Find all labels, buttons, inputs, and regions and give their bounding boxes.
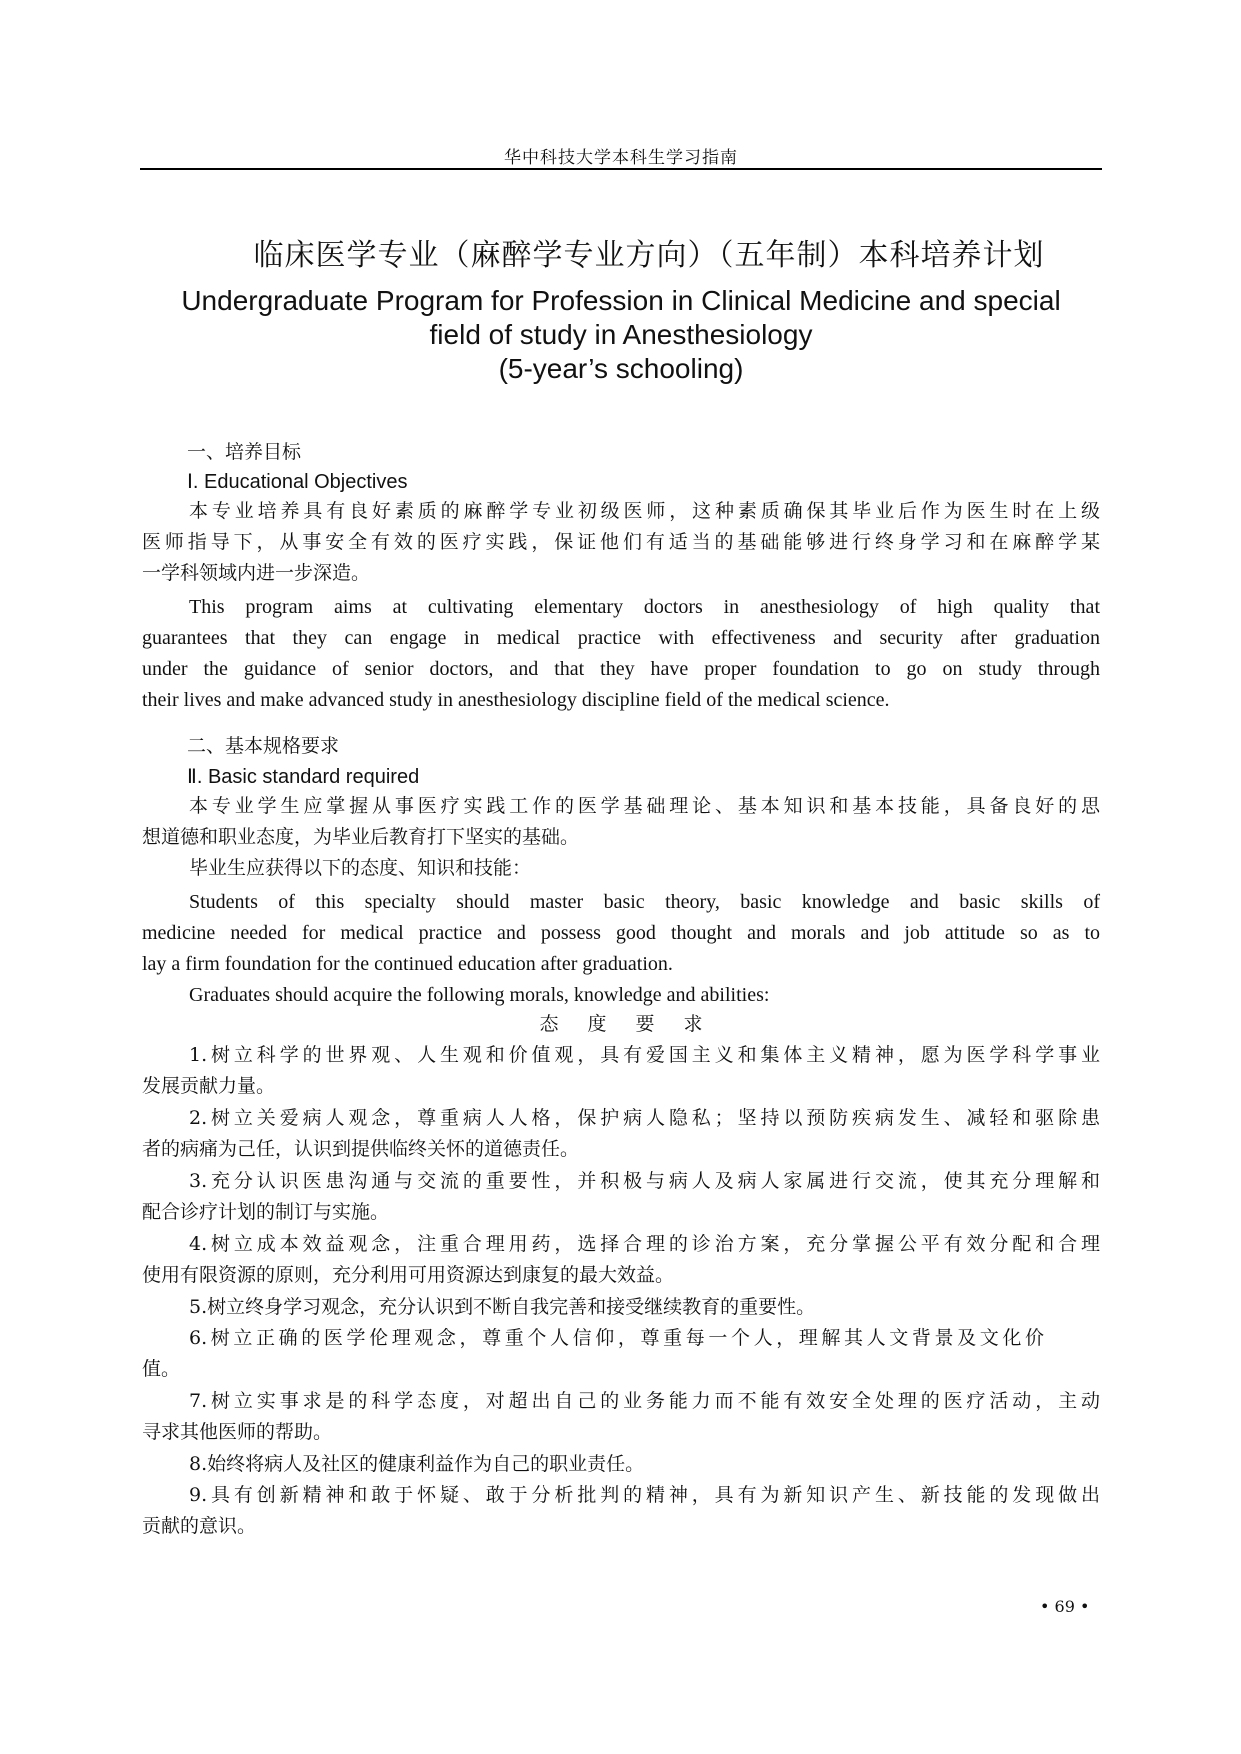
attitude-item: 1.树立科学的世界观、人生观和价值观，具有爱国主义和集体主义精神，愿为医学科学事业 bbox=[189, 1044, 1100, 1066]
attitude-item: 7.树立实事求是的科学态度，对超出自己的业务能力而不能有效安全处理的医疗活动，主动 bbox=[189, 1390, 1100, 1412]
attitude-item: 4.树立成本效益观念，注重合理用药，选择合理的诊治方案，充分掌握公平有效分配和合理 bbox=[189, 1233, 1100, 1255]
attitude-item-continued: 发展贡献力量。 bbox=[142, 1075, 276, 1097]
section1-en-line: their lives and make advanced study in anesthesiology discipline field of the medical science. bbox=[142, 689, 890, 711]
title-chinese: 临床医学专业（麻醉学专业方向）（五年制）本科培养计划 bbox=[253, 238, 1045, 273]
section1-zh-line: 医师指导下，从事安全有效的医疗实践，保证他们有适当的基础能够进行终身学习和在麻醉学某 bbox=[142, 531, 1100, 553]
attitude-item-continued: 配合诊疗计划的制订与实施。 bbox=[142, 1201, 390, 1223]
attitude-item: 9.具有创新精神和敢于怀疑、敢于分析批判的精神，具有为新知识产生、新技能的发现做出 bbox=[189, 1484, 1100, 1506]
section2-en-line: medicine needed for medical practice and possess good thought and morals and job attitude so as to bbox=[142, 922, 1100, 944]
section2-en-line: lay a firm foundation for the continued education after graduation. bbox=[142, 953, 673, 975]
attitude-item: 6.树立正确的医学伦理观念，尊重个人信仰，尊重每一个人，理解其人文背景及文化价 bbox=[189, 1327, 1044, 1349]
section2-heading-zh: 二、基本规格要求 bbox=[187, 735, 340, 757]
section1-zh-line: 本专业培养具有良好素质的麻醉学专业初级医师，这种素质确保其毕业后作为医生时在上级 bbox=[189, 500, 1100, 522]
section2-heading-en: Ⅱ. Basic standard required bbox=[187, 766, 420, 788]
title-english-line-3: (5-year’s schooling) bbox=[498, 353, 744, 384]
running-header: 华中科技大学本科生学习指南 bbox=[504, 148, 738, 168]
title-english-line-2: field of study in Anesthesiology bbox=[429, 319, 813, 350]
attitude-item-continued: 使用有限资源的原则，充分利用可用资源达到康复的最大效益。 bbox=[142, 1264, 675, 1286]
attitude-heading: 态度要求 bbox=[539, 1013, 732, 1035]
section2-en-line: Students of this specialty should master basic theory, basic knowledge and basic skills of bbox=[189, 891, 1100, 913]
attitude-item-continued: 值。 bbox=[142, 1358, 181, 1380]
attitude-item-continued: 者的病痛为己任，认识到提供临终关怀的道德责任。 bbox=[142, 1138, 580, 1160]
section1-en-line: This program aims at cultivating elementary doctors in anesthesiology of high quality that bbox=[189, 596, 1100, 618]
page-number: • 69 • bbox=[1040, 1597, 1090, 1616]
attitude-item-continued: 寻求其他医师的帮助。 bbox=[142, 1421, 333, 1443]
section1-heading-zh: 一、培养目标 bbox=[187, 441, 302, 463]
attitude-item: 2.树立关爱病人观念，尊重病人人格，保护病人隐私；坚持以预防疾病发生、减轻和驱除患 bbox=[189, 1107, 1100, 1129]
attitude-item: 8.始终将病人及社区的健康利益作为自己的职业责任。 bbox=[189, 1453, 645, 1475]
section1-heading-en: Ⅰ. Educational Objectives bbox=[187, 471, 408, 493]
title-english-line-1: Undergraduate Program for Profession in Clinical Medicine and special bbox=[181, 285, 1061, 316]
attitude-item-continued: 贡献的意识。 bbox=[142, 1515, 257, 1537]
section1-zh-line: 一学科领域内进一步深造。 bbox=[142, 562, 371, 584]
attitude-item: 5.树立终身学习观念，充分认识到不断自我完善和接受继续教育的重要性。 bbox=[189, 1296, 816, 1318]
section2-zh-line: 本专业学生应掌握从事医疗实践工作的医学基础理论、基本知识和基本技能，具备良好的思 bbox=[189, 795, 1100, 817]
section2-zh-line: 毕业生应获得以下的态度、知识和技能： bbox=[189, 857, 532, 879]
section1-en-line: guarantees that they can engage in medical practice with effectiveness and security after graduation bbox=[142, 627, 1100, 649]
attitude-item: 3.充分认识医患沟通与交流的重要性，并积极与病人及病人家属进行交流，使其充分理解和 bbox=[189, 1170, 1100, 1192]
section2-en-line: Graduates should acquire the following morals, knowledge and abilities: bbox=[189, 984, 770, 1006]
section2-zh-line: 想道德和职业态度，为毕业后教育打下坚实的基础。 bbox=[142, 826, 580, 848]
header-rule bbox=[140, 168, 1102, 170]
section1-en-line: under the guidance of senior doctors, and that they have proper foundation to go on study through bbox=[142, 658, 1100, 680]
